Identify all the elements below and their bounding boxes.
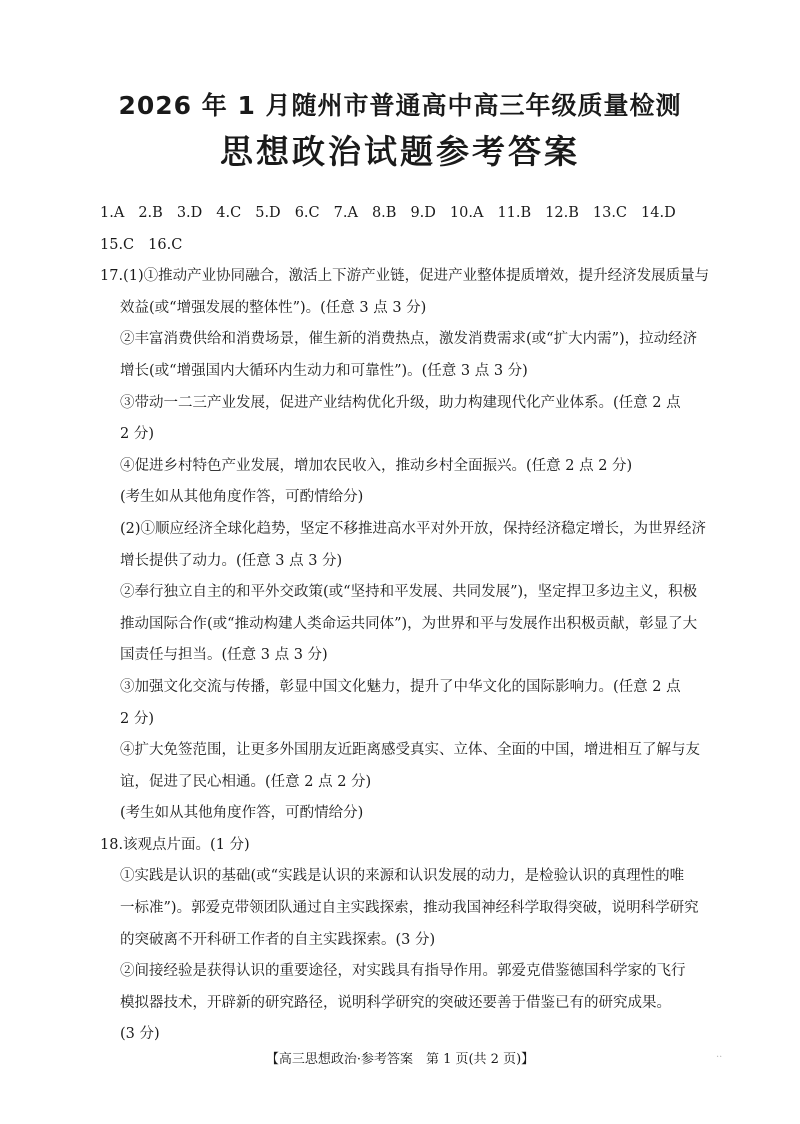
mc-answers-row-1 [100, 198, 715, 230]
mc-answer: 7.A [333, 205, 358, 221]
answer-line: 模拟器技术，开辟新的研究路径，说明科学研究的突破还要善于借鉴已有的研究成果。 [120, 994, 671, 1011]
mc-answer: 1.A [100, 205, 125, 221]
mc-answer: 2.B [138, 205, 163, 221]
answer-line: ④促进乡村特色产业发展，增加农民收入，推动乡村全面振兴。(任意 2 点 2 分) [120, 457, 633, 474]
mc-answer: 14.D [641, 205, 676, 221]
question-17-answer [100, 261, 715, 830]
mc-answer: 9.D [410, 205, 436, 221]
answer-line: 2 分) [120, 710, 154, 727]
mc-answer: 13.C [592, 205, 628, 221]
answer-line: (3 分) [120, 1026, 160, 1043]
question-18-answer [100, 830, 715, 1051]
mc-answer: 6.C [294, 205, 320, 221]
exam-title: 2026 年 1 月随州市普通高中高三年级质量检测 [118, 91, 682, 120]
mc-answer: 12.B [545, 205, 579, 221]
document-title: 思想政治试题参考答案 [220, 132, 580, 171]
answer-line: 2 分) [120, 426, 154, 443]
answer-line: 一标准”)。郭爱克带领团队通过自主实践探索，推动我国神经科学取得突破，说明科学研究 [120, 900, 699, 917]
answer-line: ②丰富消费供给和消费场景，催生新的消费热点，激发消费需求(或“扩大内需”)，拉动经济 [120, 331, 698, 348]
scan-mark: ·· [716, 1052, 723, 1063]
answer-line: ③加强文化交流与传播，彰显中国文化魅力，提升了中华文化的国际影响力。(任意 2 点 [120, 678, 681, 695]
mc-answer: 15.C [100, 236, 135, 253]
answer-line: 推动国际合作(或“推动构建人类命运共同体”)，为世界和平与发展作出积极贡献，彰显了大 [120, 615, 698, 632]
mc-answer: 4.C [216, 205, 242, 221]
answer-line: (2)①顺应经济全球化趋势，坚定不移推进高水平对外开放，保持经济稳定增长，为世界经济 [120, 520, 707, 537]
mc-answer: 3.D [176, 205, 203, 221]
answer-line: 效益(或“增强发展的整体性”)。(任意 3 点 3 分) [120, 299, 427, 316]
answer-line: 增长(或“增强国内大循环内生动力和可靠性”)。(任意 3 点 3 分) [120, 362, 528, 379]
answer-line: (考生如从其他角度作答，可酌情给分) [120, 805, 364, 822]
answer-line: 17.(1)①推动产业协同融合，激活上下游产业链，促进产业整体提质增效，提升经济发展质量与 [100, 268, 710, 285]
answer-line: 18.该观点片面。(1 分) [100, 836, 250, 853]
mc-answer: 10.A [449, 205, 484, 221]
answer-line: 的突破离不开科研工作者的自主实践探索。(3 分) [120, 931, 436, 948]
answer-line: ③带动一二三产业发展，促进产业结构优化升级，助力构建现代化产业体系。(任意 2 点 [120, 394, 681, 411]
answer-line: 国责任与担当。(任意 3 点 3 分) [120, 647, 328, 664]
answer-line: 谊，促进了民心相通。(任意 2 点 2 分) [120, 773, 372, 790]
mc-answer: 16.C [148, 236, 183, 253]
answer-content [100, 198, 715, 1051]
page-footer: 【高三思想政治·参考答案 第 1 页(共 2 页)】 [265, 1052, 535, 1067]
answer-line: (考生如从其他角度作答，可酌情给分) [120, 489, 364, 506]
answer-line: ②间接经验是获得认识的重要途径，对实践具有指导作用。郭爱克借鉴德国科学家的飞行 [120, 963, 686, 980]
answer-line: ①实践是认识的基础(或“实践是认识的来源和认识发展的动力，是检验认识的真理性的唯 [120, 868, 685, 885]
answer-line: ④扩大免签范围，让更多外国朋友近距离感受真实、立体、全面的中国，增进相互了解与友 [120, 742, 700, 759]
answer-line: ②奉行独立自主的和平外交政策(或“坚持和平发展、共同发展”)，坚定捍卫多边主义，积极 [120, 584, 698, 601]
mc-answer: 8.B [371, 205, 397, 221]
answer-line: 增长提供了动力。(任意 3 点 3 分) [120, 552, 343, 569]
mc-answer: 11.B [497, 205, 532, 221]
mc-answers-row-2 [100, 230, 715, 262]
mc-answer: 5.D [255, 205, 281, 221]
